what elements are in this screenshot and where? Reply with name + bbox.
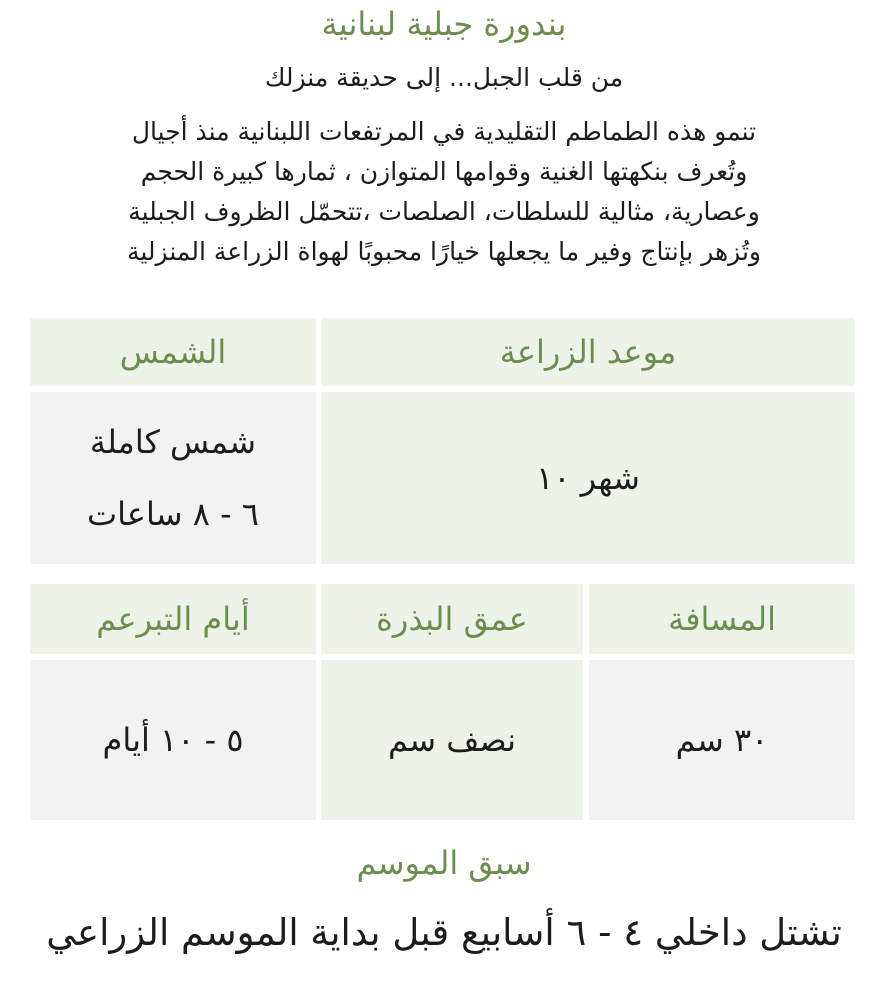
description-line: وتُزهر بإنتاج وفير ما يجعلها خيارًا محبوبًا لهواة الزراعة المنزلية [126, 237, 761, 266]
sun-header: الشمس [30, 318, 316, 386]
season-text: تشتل داخلي ٤ - ٦ أسابيع قبل بداية الموسم الزراعي [46, 911, 842, 954]
sun-value-line: ٦ - ٨ ساعات [87, 495, 259, 533]
planting-time-header: موعد الزراعة [321, 318, 855, 386]
description-line: وتُعرف بنكهتها الغنية وقوامها المتوازن ، ثمارها كبيرة الحجم [140, 157, 748, 186]
sun-value-line: شمس كاملة [89, 423, 257, 461]
seed-depth-value: نصف سم [321, 660, 583, 820]
germination-days-header: أيام التبرعم [30, 584, 316, 654]
spacing-value: ٣٠ سم [589, 660, 855, 820]
spacing-header: المسافة [589, 584, 855, 654]
description-line: وعصارية، مثالية للسلطات، الصلصات ،تتحمّل الظروف الجبلية [128, 197, 760, 226]
page-title: بندورة جبلية لبنانية [321, 5, 567, 43]
description [60, 112, 828, 272]
season-title: سبق الموسم [356, 844, 532, 882]
page-subtitle: من قلب الجبل... إلى حديقة منزلك [264, 63, 624, 92]
description-line: تنمو هذه الطماطم التقليدية في المرتفعات اللبنانية منذ أجيال [131, 117, 757, 146]
sun-value [30, 392, 316, 564]
seed-depth-header: عمق البذرة [321, 584, 583, 654]
planting-time-value: شهر ١٠ [321, 392, 855, 564]
germination-days-value: ٥ - ١٠ أيام [30, 660, 316, 820]
